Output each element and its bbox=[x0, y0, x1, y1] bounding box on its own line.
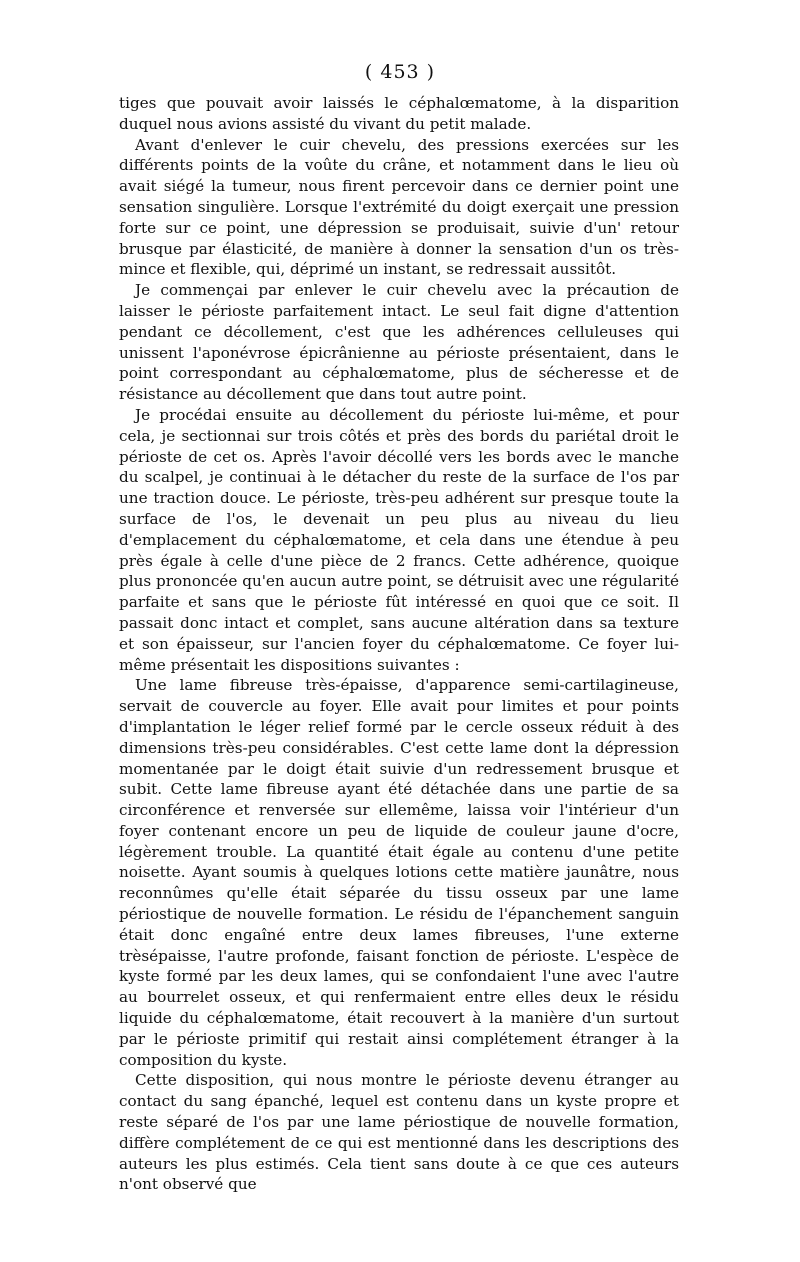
paragraph: Je commençai par enlever le cuir chevelu avec la précaution de laisser le périoste parfaitement intact. Le seul fait digne d'attention pendant ce décollement, c'est que les adhérences celluleuses qui unissent l'aponévrose épicrânienne au périoste présentaient, dans le point correspondant au céphalœmatome, plus de sécheresse et de résistance au décollement que dans tout autre point. bbox=[119, 281, 679, 404]
paragraph: Je procédai ensuite au décollement du périoste lui-même, et pour cela, je sectionnai sur trois côtés et près des bords du pariétal droit le périoste de cet os. Après l'avoir décollé vers les bords avec le manche du scalpel, je continuai à le détacher du reste de la surface de l'os par une traction douce. Le périoste, très-peu adhérent sur presque toute la surface de l'os, le devenait un peu plus au niveau du lieu d'emplacement du céphalœmatome, et cela dans une étendue à peu près égale à celle d'une pièce de 2 francs. Cette adhérence, quoique plus prononcée qu'en aucun autre point, se détruisit avec une régularité parfaite et sans que le périoste fût intéressé en quoi que ce soit. Il passait donc intact et complet, sans aucune altération dans sa texture et son épaisseur, sur l'ancien foyer du céphalœmatome. Ce foyer lui-même présentait les dispositions suivantes : bbox=[119, 405, 679, 674]
page-number: ( 453 ) bbox=[364, 61, 436, 83]
paragraph: Cette disposition, qui nous montre le périoste devenu étranger au contact du sang épanché, lequel est contenu dans un kyste propre et reste séparé de l'os par une lame périostique de nouvelle formation, diffère complétement de ce qui est mentionné dans les descriptions des auteurs les plus estimés. Cela tient sans doute à ce que ces auteurs n'ont observé que bbox=[119, 1071, 679, 1194]
paragraph: tiges que pouvait avoir laissés le céphalœmatome, à la disparition duquel nous avions assisté du vivant du petit malade. bbox=[119, 94, 679, 133]
body-text bbox=[119, 93, 679, 1195]
paragraph: Avant d'enlever le cuir chevelu, des pressions exercées sur les différents points de la voûte du crâne, et notamment dans le lieu où avait siégé la tumeur, nous firent percevoir dans ce dernier point une sensation singulière. Lorsque l'extrémité du doigt exerçait une pression forte sur ce point, une dépression se produisait, suivie d'un' retour brusque par élasticité, de manière à donner la sensation d'un os très-mince et flexible, qui, déprimé un instant, se redressait aussitôt. bbox=[119, 135, 679, 279]
paragraph: Une lame fibreuse très-épaisse, d'apparence semi-cartilagineuse, servait de couvercle au foyer. Elle avait pour limites et pour points d'implantation le léger relief formé par le cercle osseux réduit à des dimensions très-peu considérables. C'est cette lame dont la dépression momentanée par le doigt était suivie d'un redressement brusque et subit. Cette lame fibreuse ayant été détachée dans une partie de sa circonférence et renversée sur ellemême, laissa voir l'intérieur d'un foyer contenant encore un peu de liquide de couleur jaune d'ocre, légèrement trouble. La quantité était égale au contenu d'une petite noisette. Ayant soumis à quelques lotions cette matière jaunâtre, nous reconnûmes qu'elle était séparée du tissu osseux par une lame périostique de nouvelle formation. Le résidu de l'épanchement sanguin était donc engaîné entre deux lames fibreuses, l'une externe trèsépaisse, l'autre profonde, faisant fonction de périoste. L'espèce de kyste formé par les deux lames, qui se confondaient l'une avec l'autre au bourrelet osseux, et qui renfermaient entre elles deux le résidu liquide du céphalœmatome, était recouvert à la manière d'un surtout par le périoste primitif qui restait ainsi complétement étranger à la composition du kyste. bbox=[119, 676, 679, 1069]
